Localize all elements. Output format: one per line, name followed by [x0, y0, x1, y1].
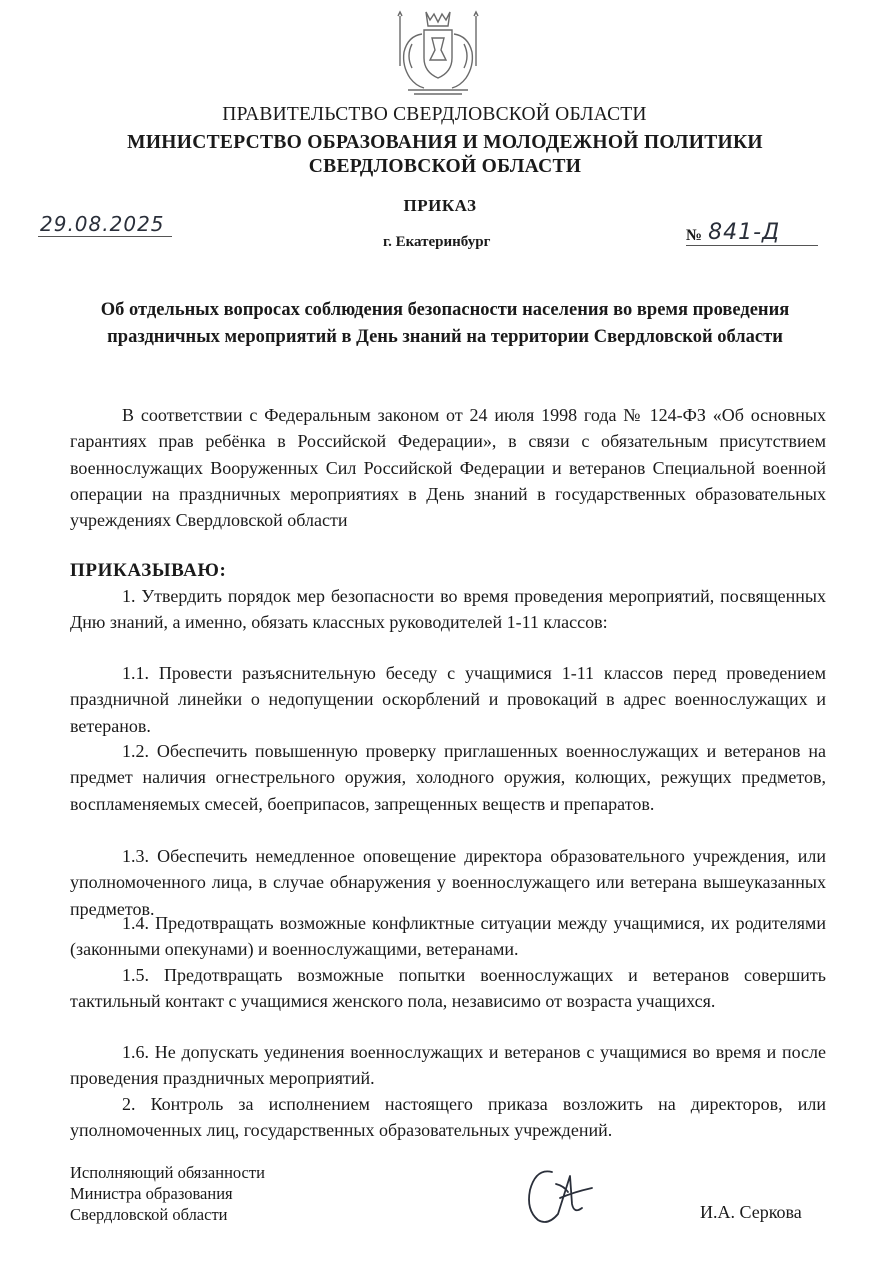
signer-name: И.А. Серкова	[700, 1202, 802, 1222]
item-1-2: 1.2. Обеспечить повышенную проверку приглашенных военнослужащих и ветеранов на предмет наличия огнестрельного оружия, холодного оружия, колющих, режущих предметов, воспламеняемых смесей, боеприпасов, запрещенных веществ и препаратов.	[70, 741, 826, 814]
number-sign: №	[686, 227, 703, 244]
signer-position-line2: Министра образования	[70, 1184, 233, 1203]
document-city: г. Екатеринбург	[383, 234, 491, 250]
item-1-3: 1.3. Обеспечить немедленное оповещение директора образовательного учреждения, или уполномоченного лица, в случае обнаружения у военнослужащего или ветерана вышеуказанных предметов.	[70, 846, 826, 919]
signer-position-line3: Свердловской области	[70, 1205, 228, 1224]
signer-position-line1: Исполняющий обязанности	[70, 1163, 265, 1182]
order-heading: ПРИКАЗЫВАЮ:	[70, 560, 227, 581]
item-1-5: 1.5. Предотвращать возможные попытки военнослужащих и ветеранов совершить тактильный контакт с учащимися женского пола, независимо от возраста учащихся.	[70, 965, 826, 1012]
document-number: 841-Д	[708, 220, 781, 245]
signer-position	[70, 1162, 265, 1225]
item-1-1: 1.1. Провести разъяснительную беседу с учащимися 1-11 классов перед проведением праздничной линейки о недопущении оскорблений и провокаций в адрес военнослужащих и ветеранов.	[70, 663, 826, 736]
document-number-row	[686, 220, 818, 246]
document-date: 29.08.2025	[38, 212, 172, 237]
document-type: ПРИКАЗ	[403, 196, 477, 215]
handwritten-signature-icon	[508, 1158, 600, 1238]
item-1: 1. Утвердить порядок мер безопасности во время проведения мероприятий, посвященных Дню знаний, а именно, обязать классных руководителей 1-11 классов:	[70, 586, 826, 633]
item-1-4: 1.4. Предотвращать возможные конфликтные ситуации между учащимися, их родителями (законными опекунами) и военнослужащими, ветеранами.	[70, 913, 826, 960]
government-header: ПРАВИТЕЛЬСТВО СВЕРДЛОВСКОЙ ОБЛАСТИ	[222, 104, 647, 125]
ministry-header-line1: МИНИСТЕРСТВО ОБРАЗОВАНИЯ И МОЛОДЕЖНОЙ ПОЛИТИКИ	[127, 132, 763, 153]
item-2: 2. Контроль за исполнением настоящего приказа возложить на директоров, или уполномоченных лиц, государственных образовательных учреждений.	[70, 1094, 826, 1141]
document-title: Об отдельных вопросах соблюдения безопасности населения во время проведения праздничных мероприятий в День знаний на территории Свердловской области	[100, 300, 790, 347]
item-1-6: 1.6. Не допускать уединения военнослужащих и ветеранов с учащимися во время и после проведения праздничных мероприятий.	[70, 1042, 826, 1089]
sverdlovsk-coat-of-arms-icon	[388, 6, 488, 98]
ministry-header	[0, 131, 869, 179]
ministry-header-line2: СВЕРДЛОВСКОЙ ОБЛАСТИ	[308, 156, 582, 177]
intro-paragraph: В соответствии с Федеральным законом от 24 июля 1998 года № 124-ФЗ «Об основных гарантиях прав ребёнка в Российской Федерации», в связи с обязательным присутствием военнослужащих Вооруженных Сил Российской Федерации и ветеранов Специальной военной операции на праздничных мероприятиях в День знаний в государственных образовательных учреждениях Свердловской области	[70, 405, 826, 531]
